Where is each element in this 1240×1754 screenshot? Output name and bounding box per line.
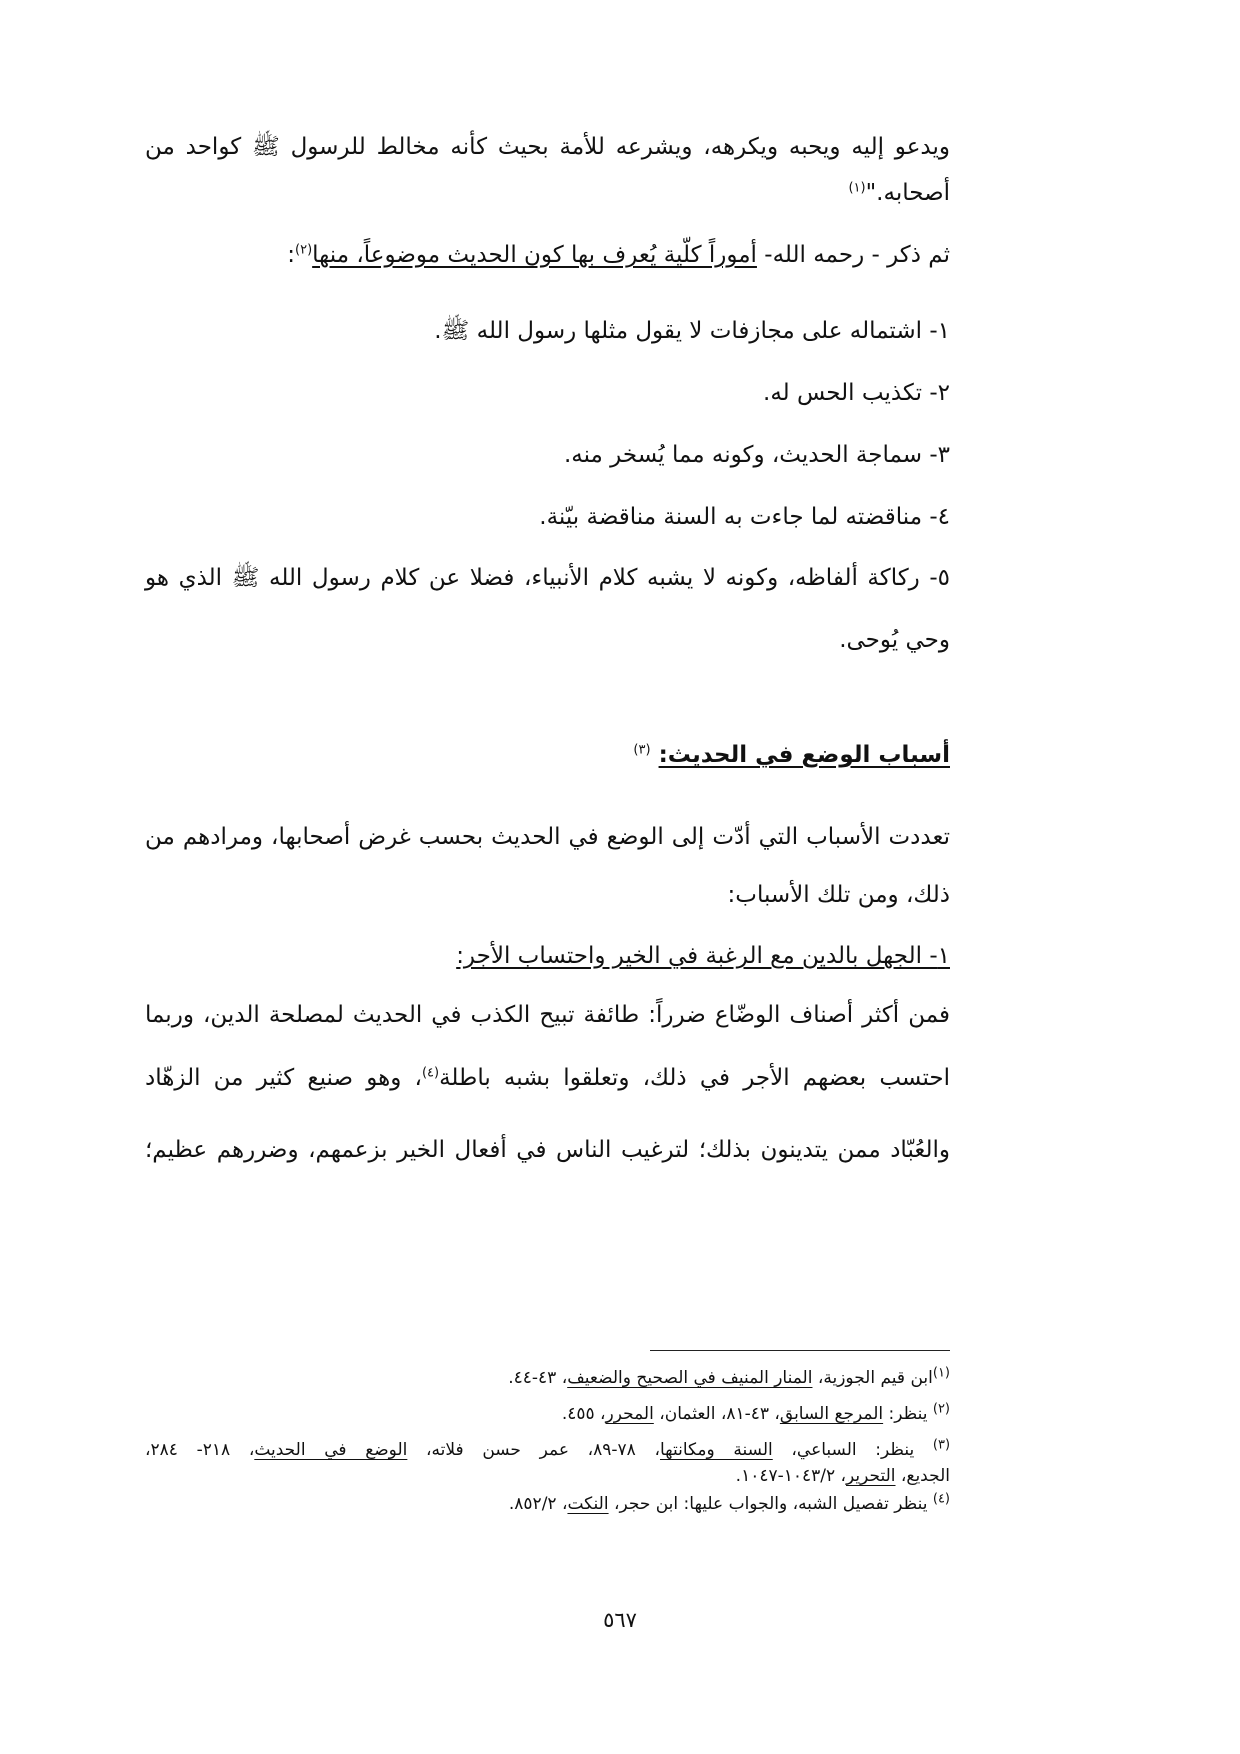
subheading-text: ١- الجهل بالدين مع الرغبة في الخير واحتساب الأجر:	[456, 943, 950, 969]
underlined-phrase: أموراً كلّية يُعرف بها كون الحديث موضوعاً، منها	[312, 242, 757, 268]
footnote-ref[interactable]: (٢)	[295, 242, 313, 258]
footnote-number: (٤)	[932, 1491, 950, 1507]
list-item: ٤- مناقضته لما جاءت به السنة مناقضة بيّنة.	[539, 504, 950, 530]
list-item: ٢- تكذيب الحس له.	[763, 380, 950, 406]
footnote-separator	[650, 1350, 950, 1351]
footnote-number: (١)	[932, 1365, 950, 1381]
footnote-text: الجديع،	[895, 1466, 950, 1486]
body-text: ، وهو صنيع كثير من الزهّاد	[145, 1065, 422, 1091]
section-heading	[633, 740, 950, 770]
footnote-text: ابن قيم الجوزية،	[812, 1368, 933, 1388]
section-heading-text: أسباب الوضع في الحديث:	[658, 742, 950, 768]
paragraph-line: ذلك، ومن تلك الأسباب:	[727, 882, 950, 908]
footnote-ref[interactable]: (٣)	[633, 742, 651, 758]
subheading	[456, 941, 950, 971]
list-item: ٣- سماجة الحديث، وكونه مما يُسخر منه.	[563, 442, 950, 468]
footnote-text: ينظر تفصيل الشبه، والجواب عليها: ابن حجر،	[608, 1494, 933, 1514]
footnote-text: ، ١٠٤٣/٢-١٠٤٧.	[735, 1466, 847, 1486]
body-line	[287, 240, 950, 270]
body-text: أصحابه."	[865, 180, 950, 206]
footnote-ref[interactable]: (١)	[848, 180, 866, 196]
footnote-number: (٢)	[932, 1401, 950, 1417]
cited-title: المحرر	[605, 1404, 654, 1424]
footnote-4	[509, 1492, 950, 1516]
cited-title: النكت	[567, 1494, 609, 1514]
footnote-text: ينظر:	[883, 1404, 933, 1424]
footnote-text: ، ٤٣-٤٤.	[508, 1368, 568, 1388]
list-item: ٥- ركاكة ألفاظه، وكونه لا يشبه كلام الأنبياء، فضلا عن كلام رسول الله ﷺ الذي هو	[145, 565, 950, 591]
cited-title: المنار المنيف في الصحيح والضعيف	[567, 1368, 813, 1388]
cited-title: الوضع في الحديث	[254, 1440, 408, 1460]
footnote-1	[508, 1366, 950, 1390]
footnote-text: ، ٨٥٢/٢.	[508, 1494, 568, 1514]
footnote-3	[145, 1438, 950, 1462]
paragraph-line: والعُبّاد ممن يتدينون بذلك؛ لترغيب الناس في أفعال الخير بزعمهم، وضررهم عظيم؛	[145, 1137, 950, 1163]
body-line: ويدعو إليه ويحبه ويكرهه، ويشرعه للأمة بحيث كأنه مخالط للرسول ﷺ كواحد من	[145, 134, 950, 160]
footnote-text: ، ٢١٨- ٢٨٤،	[145, 1440, 255, 1460]
cited-title: المرجع السابق	[779, 1404, 884, 1424]
body-text: ثم ذكر - رحمه الله-	[756, 242, 950, 268]
footnote-ref[interactable]: (٤)	[421, 1065, 440, 1081]
cited-title: التحرير	[846, 1466, 896, 1486]
footnote-text: ، ٧٨-٨٩، عمر حسن فلاته،	[407, 1440, 660, 1460]
list-item-continuation: وحي يُوحى.	[839, 627, 950, 653]
paragraph-line: تعددت الأسباب التي أدّت إلى الوضع في الحديث بحسب غرض أصحابها، ومرادهم من	[145, 824, 950, 850]
footnote-number: (٣)	[932, 1437, 951, 1453]
footnote-3-continuation	[736, 1464, 950, 1488]
paragraph-line: فمن أكثر أصناف الوضّاع ضرراً: طائفة تبيح الكذب في الحديث لمصلحة الدين، وربما	[145, 1002, 950, 1028]
page-number: ٥٦٧	[603, 1608, 637, 1632]
body-text: :	[287, 242, 295, 268]
footnote-2	[562, 1402, 950, 1426]
body-text: احتسب بعضهم الأجر في ذلك، وتعلقوا بشبه باطلة	[439, 1065, 950, 1091]
cited-title: السنة ومكانتها	[659, 1440, 773, 1460]
footnote-text: ، ٤٥٥.	[561, 1404, 606, 1424]
paragraph-line	[145, 1063, 950, 1093]
body-line	[848, 178, 950, 208]
list-item: ١- اشتماله على مجازفات لا يقول مثلها رسول الله ﷺ.	[434, 318, 950, 344]
footnote-text: ينظر: السباعي،	[772, 1440, 933, 1460]
footnote-text: ، ٤٣-٨١، العثمان،	[653, 1404, 780, 1424]
